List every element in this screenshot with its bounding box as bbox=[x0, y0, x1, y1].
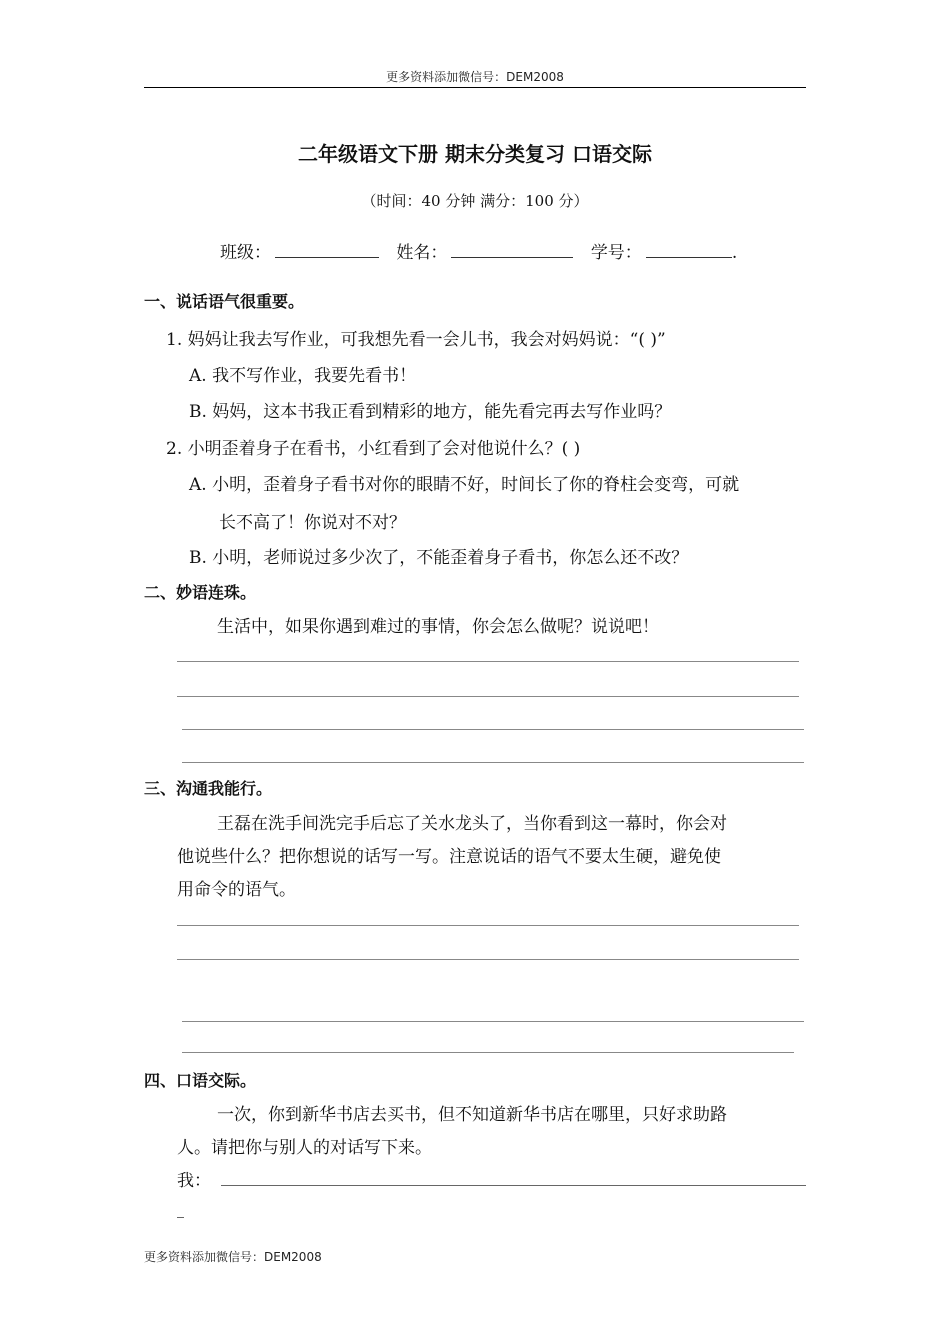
answer-line[interactable] bbox=[177, 959, 799, 960]
student-info-row bbox=[220, 238, 737, 263]
question-2-option-b[interactable]: B. 小明，老师说过多少次了，不能歪着身子看书，你怎么还不改？ bbox=[189, 548, 689, 568]
section-3-heading: 三、沟通我能行。 bbox=[144, 779, 273, 798]
section-4-text-line-2: 人。请把你与别人的对话写下来。 bbox=[177, 1138, 432, 1158]
section-1-heading: 一、说话语气很重要。 bbox=[144, 292, 305, 311]
section-2-prompt: 生活中，如果你遇到难过的事情，你会怎么做呢？说说吧！ bbox=[217, 617, 659, 637]
page-title: 二年级语文下册 期末分类复习 口语交际 bbox=[298, 142, 652, 166]
answer-line[interactable] bbox=[177, 925, 799, 926]
dialogue-line-stub bbox=[177, 1217, 184, 1218]
info-end-mark: . bbox=[731, 243, 738, 263]
section-4-heading: 四、口语交际。 bbox=[144, 1071, 257, 1090]
header-note: 更多资料添加微信号：DEM2008 bbox=[386, 70, 564, 84]
footer-note: 更多资料添加微信号：DEM2008 bbox=[144, 1250, 322, 1264]
section-3-text-line-1: 王磊在洗手间洗完手后忘了关水龙头了，当你看到这一幕时，你会对 bbox=[217, 814, 727, 834]
me-label: 我： bbox=[177, 1171, 211, 1191]
answer-line[interactable] bbox=[182, 1021, 804, 1022]
section-2-heading: 二、妙语连珠。 bbox=[144, 583, 257, 602]
section-3-text-line-2: 他说些什么？把你想说的话写一写。注意说话的语气不要太生硬，避免使 bbox=[177, 847, 721, 867]
question-2: 2. 小明歪着身子在看书，小红看到了会对他说什么？( ) bbox=[166, 439, 581, 459]
name-label: 姓名： bbox=[396, 243, 448, 263]
question-2-option-a[interactable]: A. 小明，歪着身子看书对你的眼睛不好，时间长了你的脊柱会变弯，可就 bbox=[189, 475, 740, 495]
section-4-text-line-1: 一次，你到新华书店去买书，但不知道新华书店在哪里，只好求助路 bbox=[217, 1105, 727, 1125]
answer-line[interactable] bbox=[182, 762, 804, 763]
name-field[interactable] bbox=[451, 241, 573, 258]
id-label: 学号： bbox=[590, 243, 642, 263]
id-field[interactable] bbox=[646, 241, 732, 258]
dialogue-answer-line[interactable] bbox=[221, 1185, 806, 1186]
class-field[interactable] bbox=[275, 241, 379, 258]
question-2-option-a-cont: 长不高了！你说对不对？ bbox=[219, 513, 406, 533]
page-subtitle: （时间：40 分钟 满分：100 分） bbox=[361, 192, 589, 210]
question-1-option-a[interactable]: A. 我不写作业，我要先看书！ bbox=[189, 366, 417, 386]
answer-line[interactable] bbox=[177, 661, 799, 662]
question-1-option-b[interactable]: B. 妈妈，这本书我正看到精彩的地方，能先看完再去写作业吗？ bbox=[189, 402, 672, 422]
question-1: 1. 妈妈让我去写作业，可我想先看一会儿书，我会对妈妈说：“( )” bbox=[166, 330, 666, 350]
answer-line[interactable] bbox=[182, 1052, 794, 1053]
header-rule bbox=[144, 87, 806, 88]
answer-line[interactable] bbox=[177, 696, 799, 697]
answer-line[interactable] bbox=[182, 729, 804, 730]
section-3-text-line-3: 用命令的语气。 bbox=[177, 880, 296, 900]
class-label: 班级： bbox=[220, 243, 271, 263]
